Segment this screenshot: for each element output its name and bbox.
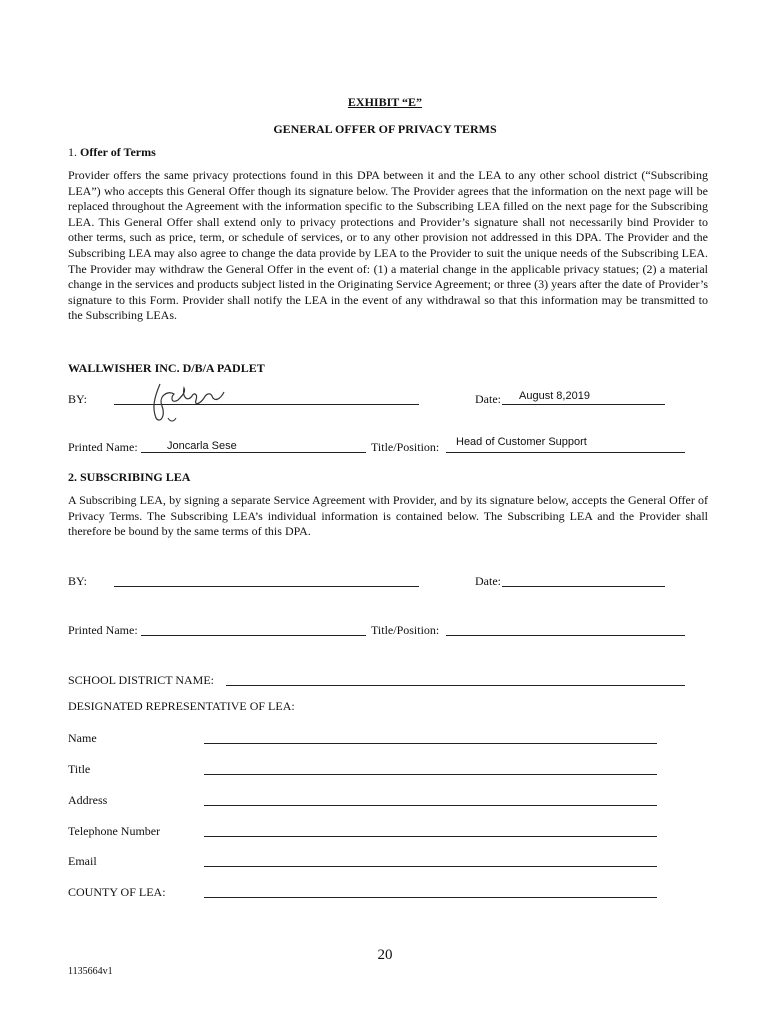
lea-title-line	[446, 635, 685, 636]
provider-date-value: August 8,2019	[519, 390, 590, 402]
provider-printed-name-line	[141, 452, 366, 453]
field-county-line	[204, 897, 657, 898]
field-email-line	[204, 866, 657, 867]
field-title-line	[204, 774, 657, 775]
field-email-label: Email	[68, 854, 97, 868]
field-name-label: Name	[68, 731, 97, 745]
field-address-label: Address	[68, 793, 108, 807]
section2-heading: 2. SUBSCRIBING LEA	[68, 470, 191, 484]
lea-by-label: BY:	[68, 574, 87, 588]
section2-paragraph: A Subscribing LEA, by signing a separate Service Agreement with Provider, and by its signature below, accepts the General Offer of Privacy Terms. The Subscribing LEA’s individual information is contained below. The Subscribing LEA and the Provider shall therefore be bound by the same terms of this DPA.	[68, 493, 708, 539]
designated-rep-label: DESIGNATED REPRESENTATIVE OF LEA:	[68, 699, 295, 713]
exhibit-title: EXHIBIT “E”	[347, 95, 423, 109]
provider-date-line	[502, 404, 665, 405]
field-telephone-line	[204, 836, 657, 837]
provider-title-value: Head of Customer Support	[456, 436, 587, 448]
provider-printed-name-value: Joncarla Sese	[167, 440, 237, 452]
field-telephone-label: Telephone Number	[68, 824, 161, 838]
lea-date-label: Date:	[475, 574, 501, 588]
school-district-label: SCHOOL DISTRICT NAME:	[68, 673, 215, 687]
provider-printed-name-label: Printed Name:	[68, 440, 138, 454]
lea-signature-line	[114, 586, 419, 587]
page-number: 20	[377, 947, 393, 963]
lea-date-line	[502, 586, 665, 587]
section1-heading: 1. Offer of Terms	[68, 145, 156, 159]
provider-title-label: Title/Position:	[371, 440, 440, 454]
lea-printed-name-label: Printed Name:	[68, 623, 138, 637]
school-district-line	[226, 685, 685, 686]
form-title: GENERAL OFFER OF PRIVACY TERMS	[273, 122, 497, 136]
field-county-label: COUNTY OF LEA:	[68, 885, 166, 899]
section1-paragraph: Provider offers the same privacy protections found in this DPA between it and the LEA to any other school district (“Subscribing LEA”) who accepts this General Offer though its signature below. The Provider agrees that the information on the next page will be replaced throughout the Agreement with the information specific to the Subscribing LEA filled on the next page for the Subscribing LEA. This General Offer shall extend only to privacy protections and Provider’s signature shall not necessarily bind Provider to other terms, such as price, term, or schedule of services, or to any other provision not addressed in this DPA. The Provider and the Subscribing LEA may also agree to change the data provide by LEA to the Provider to suit the unique needs of the Subscribing LEA. The Provider may withdraw the General Offer in the event of: (1) a material change in the applicable privacy statues; (2) a material change in the services and products subject listed in the Originating Service Agreement; or three (3) years after the date of Provider’s signature to this Form. Provider shall notify the LEA in the event of any withdrawal so that this information may be transmitted to the Subscribing LEAs.	[68, 168, 708, 323]
field-title-label: Title	[68, 762, 91, 776]
field-address-line	[204, 805, 657, 806]
lea-title-label: Title/Position:	[371, 623, 440, 637]
provider-by-label: BY:	[68, 392, 87, 406]
provider-date-label: Date:	[475, 392, 501, 406]
provider-title-line	[446, 452, 685, 453]
doc-id: 1135664v1	[68, 966, 113, 977]
field-name-line	[204, 743, 657, 744]
provider-name: WALLWISHER INC. D/B/A PADLET	[68, 361, 265, 375]
lea-printed-name-line	[141, 635, 366, 636]
provider-signature	[140, 378, 240, 428]
